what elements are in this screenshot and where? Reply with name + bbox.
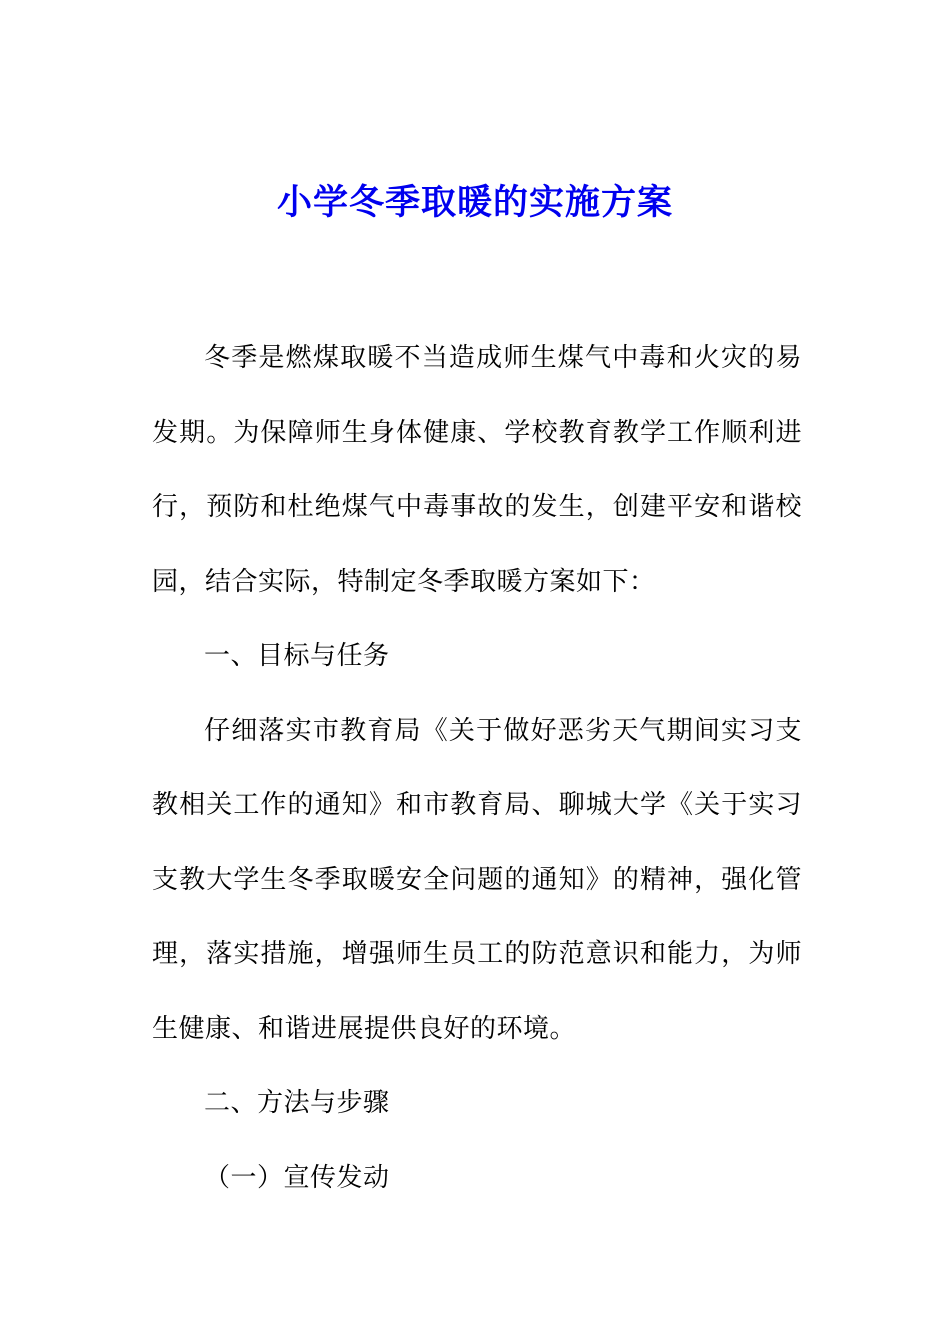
section-heading-methods: 二、方法与步骤 [204,1088,390,1118]
goals-paragraph: 仔细落实市教育局《关于做好恶劣天气期间实习支教相关工作的通知》和市教育局、聊城大学《关于实习支教大学生冬季取暖安全问题的通知》的精神，强化管理，落实措施，增强师生员工的防范意识和能力，为师生健康、和谐进展提供良好的环境。 [152,715,802,1044]
subsection-heading-publicity: （一）宣传发动 [204,1162,390,1193]
section-heading-goals: 一、目标与任务 [204,641,390,671]
document-title: 小学冬季取暖的实施方案 [276,182,673,223]
document-body [152,321,802,1215]
intro-paragraph: 冬季是燃煤取暖不当造成师生煤气中毒和火灾的易发期。为保障师生身体健康、学校教育教学工作顺利进行，预防和杜绝煤气中毒事故的发生，创建平安和谐校园，结合实际，特制定冬季取暖方案如下： [152,343,802,597]
